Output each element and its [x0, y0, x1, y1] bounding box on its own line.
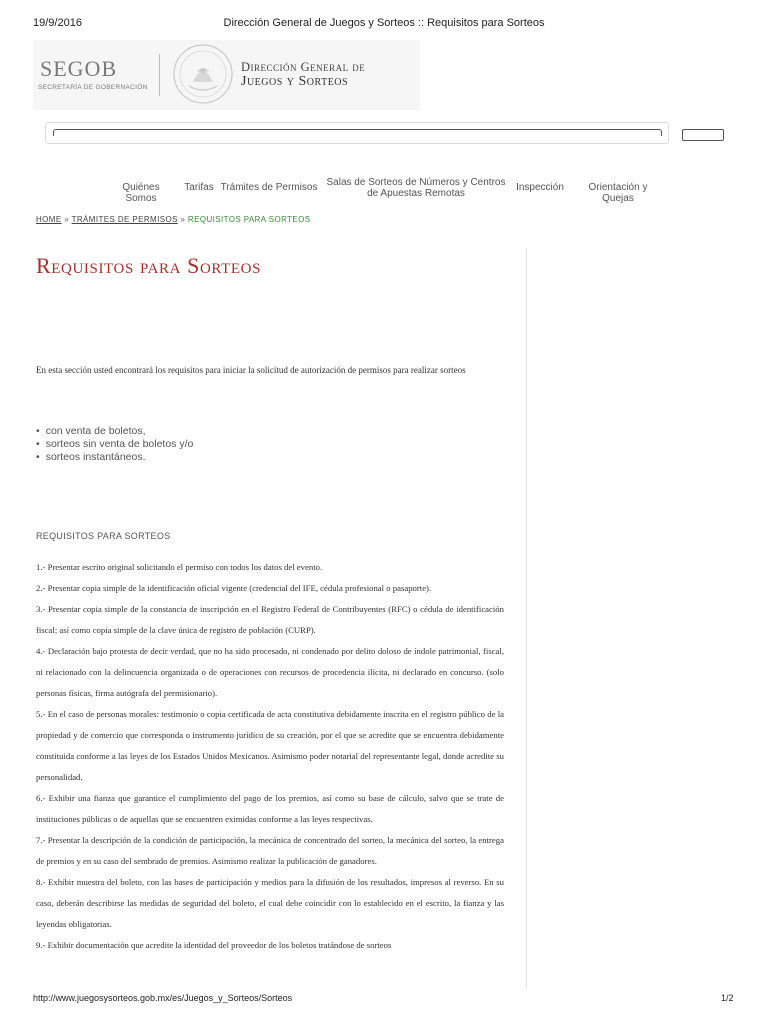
- breadcrumb-home[interactable]: HOME: [36, 215, 62, 224]
- segob-wordmark: SEGOB: [40, 56, 118, 81]
- sidebar-divider: [526, 248, 527, 988]
- list-item: • sorteos sin venta de boletos y/o: [36, 438, 193, 451]
- print-page-number: 1/2: [721, 993, 734, 1003]
- agency-name-line2: Juegos y Sorteos: [241, 74, 349, 89]
- requisito-item: 6.- Exhibir una fianza que garantice el cumplimiento del pago de los premios, así como su base de cálculo, salvo que se trate de instituciones públicas o de aquellas que se encuentren eximidas conforme a las leyes respectivas.: [36, 793, 504, 824]
- list-item: • con venta de boletos,: [36, 425, 193, 438]
- search-bar: [45, 122, 669, 144]
- print-date: 19/9/2016: [33, 17, 82, 29]
- requisitos-list: [36, 557, 504, 956]
- requisito-item: 1.- Presentar escrito original solicitando el permiso con todos los datos del evento.: [36, 562, 323, 572]
- requisito-item: 9.- Exhibir documentación que acredite la identidad del proveedor de los boletos tratándose de sorteos: [36, 940, 392, 950]
- site-logo[interactable]: [33, 40, 420, 110]
- requisito-item: 8.- Exhibir muestra del boleto, con las bases de participación y medios para la difusión de los resultados, impresos al reverso. En su caso, deberán describirse las medidas de seguridad del boleto, el cual debe coincidir con lo establecido en el escrito, la fianza y las leyendas obligatorias.: [36, 877, 504, 929]
- logo-divider: [159, 54, 160, 96]
- requisito-item: 2.- Presentar copia simple de la identificación oficial vigente (credencial del IFE, cédula profesional o pasaporte).: [36, 583, 432, 593]
- nav-inspeccion[interactable]: Inspección: [516, 182, 564, 193]
- breadcrumb-separator: »: [180, 215, 186, 224]
- intro-paragraph: En esta sección usted encontrará los requisitos para iniciar la solicitud de autorización de permisos para realizar sorteos: [36, 365, 466, 375]
- agency-name-line1: Dirección General de: [241, 60, 366, 74]
- nav-quienes-somos[interactable]: Quiénes Somos: [122, 182, 160, 204]
- breadcrumb-tramites[interactable]: TRÁMITES DE PERMISOS: [71, 215, 178, 224]
- breadcrumb-current: REQUISITOS PARA SORTEOS: [187, 215, 311, 224]
- print-footer-url: http://www.juegosysorteos.gob.mx/es/Juegos_y_Sorteos/Sorteos: [33, 993, 293, 1003]
- nav-salas-de-sorteos[interactable]: Salas de Sorteos de Números y Centros de Apuestas Remotas: [326, 177, 506, 199]
- requisito-item: 5.- En el caso de personas morales: testimonio o copia certificada de acta constitutiva debidamente inscrita en el registro público de la propiedad y de comercio que corresponda o instrumento jurídico de su creación, por el que se acredite que se encuentra debidamente constituida conforme a las leyes de los Estados Unidos Mexicanos. Asimismo poder notarial del representante legal, donde acredite su personalidad.: [36, 709, 504, 782]
- requisitos-heading: REQUISITOS PARA SORTEOS: [36, 531, 171, 541]
- requisito-item: 4.- Declaración bajo protesta de decir verdad, que no ha sido procesado, ni condenado por delito doloso de índole patrimonial, fiscal, ni relacionado con la delincuencia organizada o de operaciones con recursos de procedencia ilícita, ni declarado en concurso. (solo personas físicas, firma autógrafa del permisionario).: [36, 646, 504, 698]
- mexico-seal-icon: [171, 42, 235, 106]
- print-page-title: Dirección General de Juegos y Sorteos :: Requisitos para Sorteos: [223, 17, 545, 29]
- nav-tramites[interactable]: Trámites de Permisos: [220, 182, 318, 193]
- requisito-item: 7.- Presentar la descripción de la condición de participación, la mecánica de concentrado del sorteo, la mecánica del sorteo, la entrega de premios y en su caso del sembrado de premios. Asimismo realizar la publicación de ganadores.: [36, 835, 504, 866]
- segob-subtitle: SECRETARÍA DE GOBERNACIÓN: [38, 84, 148, 91]
- sorteo-types-list: [36, 425, 193, 464]
- search-input[interactable]: [53, 129, 662, 136]
- page-title: Requisitos para Sorteos: [36, 253, 262, 278]
- search-button[interactable]: [682, 129, 724, 141]
- breadcrumb: [36, 215, 311, 224]
- breadcrumb-separator: »: [64, 215, 70, 224]
- list-item: • sorteos instantáneos.: [36, 451, 193, 464]
- nav-orientacion-y-quejas[interactable]: Orientación y Quejas: [588, 182, 648, 204]
- requisito-item: 3.- Presentar copia simple de la constancia de inscripción en el Registro Federal de Contribuyentes (RFC) o cédula de identificación fiscal; así como copia simple de la clave única de registro de población (CURP).: [36, 604, 504, 635]
- nav-tarifas[interactable]: Tarifas: [184, 182, 214, 193]
